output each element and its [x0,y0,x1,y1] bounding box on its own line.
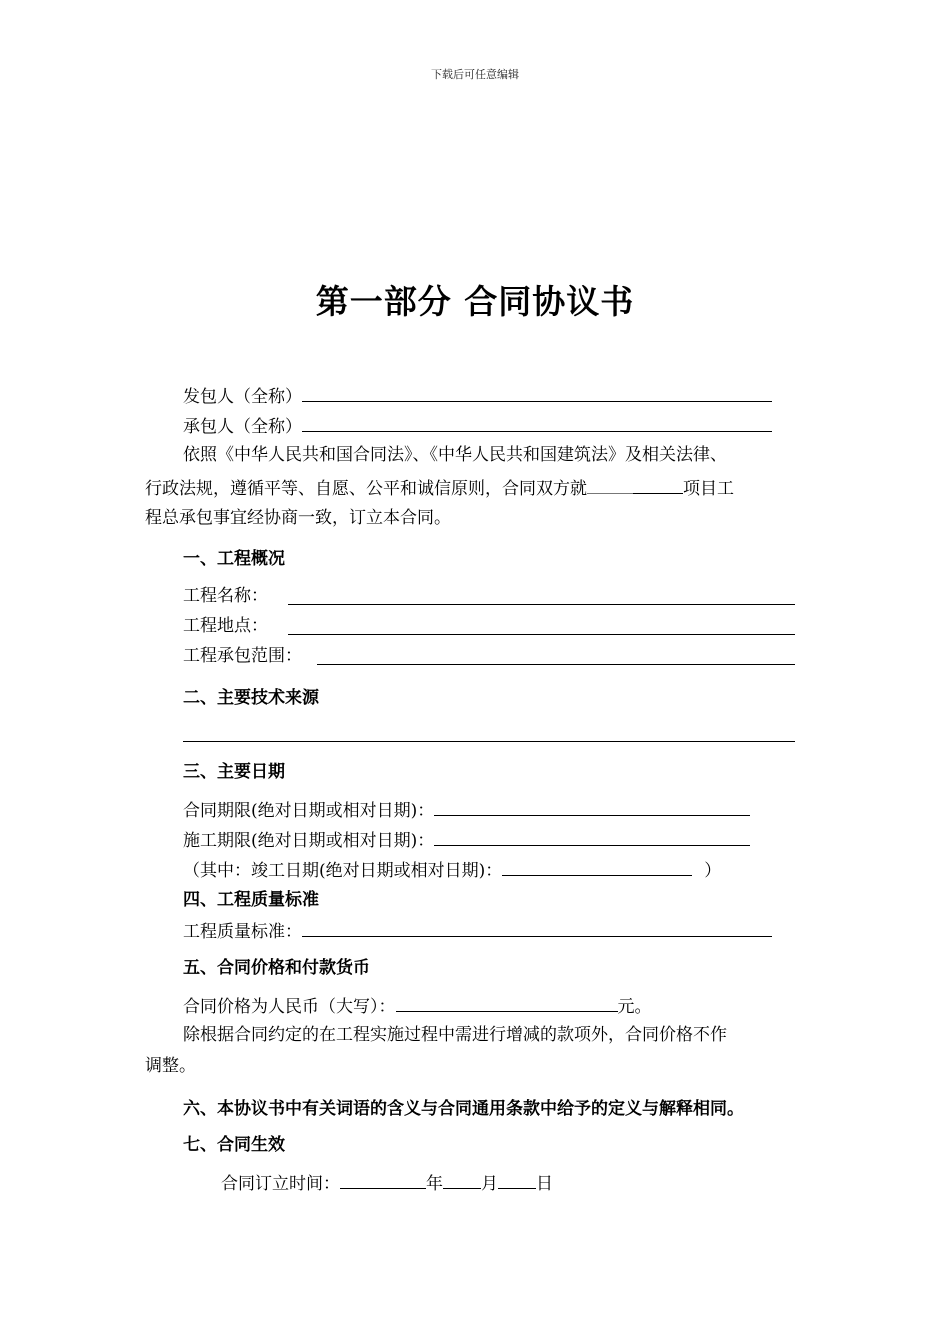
project-name-blank[interactable] [633,475,683,494]
price-note-line-1: 除根据合同约定的在工程实施过程中需进行增减的款项外，合同价格不作 [183,1025,727,1045]
project-scope-label: 工程承包范围： [183,646,302,666]
project-name-line [183,584,268,608]
section-7-heading: 七、合同生效 [183,1135,285,1155]
document-title: 第一部分 合同协议书 [315,282,635,321]
contract-price-label: 合同价格为人民币（大写）： [183,997,396,1017]
signing-month-blank[interactable] [443,1170,481,1189]
month-label: 月 [481,1174,498,1194]
employer-line [183,383,772,409]
intro-line-2 [145,475,734,501]
day-label: 日 [536,1174,553,1194]
price-note-line-2: 调整。 [145,1056,196,1076]
contractor-blank[interactable] [302,413,772,432]
project-location-blank[interactable] [288,634,795,635]
completion-date-label: （其中：竣工日期(绝对日期或相对日期)： [183,861,503,881]
section-3-heading: 三、主要日期 [183,762,285,782]
signing-date-label: 合同订立时间： [221,1174,340,1194]
contract-price-line [183,993,652,1019]
project-location-line [183,614,268,638]
project-location-label: 工程地点： [183,616,268,636]
construction-term-line [183,827,750,853]
contract-price-unit: 元。 [617,997,652,1017]
signing-day-blank[interactable] [498,1170,536,1189]
intro-line-3: 程总承包事宜经协商一致，订立本合同。 [145,508,451,528]
section-5-heading: 五、合同价格和付款货币 [183,958,370,978]
completion-date-blank[interactable] [502,857,692,876]
construction-term-label: 施工期限(绝对日期或相对日期)： [183,831,435,851]
contract-price-blank[interactable] [396,993,618,1012]
section-1-heading: 一、工程概况 [183,549,285,569]
intro-line-1: 依照《中华人民共和国合同法》、《中华人民共和国建筑法》及相关法律、 [183,445,727,465]
section-2-heading: 二、主要技术来源 [183,688,319,708]
quality-standard-blank[interactable] [302,918,772,937]
year-label: 年 [426,1174,443,1194]
page-header: 下载后可任意编辑 [431,68,519,81]
quality-standard-label: 工程质量标准： [183,922,302,942]
signing-date-line [221,1170,553,1196]
construction-term-blank[interactable] [434,827,750,846]
project-name-label: 工程名称： [183,586,268,606]
completion-date-close: ） [704,861,722,881]
contract-term-blank[interactable] [434,797,750,816]
project-name-blank[interactable] [288,604,795,605]
contract-term-line [183,797,750,823]
contractor-label: 承包人（全称） [183,417,302,437]
employer-label: 发包人（全称） [183,387,302,407]
section-6-heading: 六、本协议书中有关词语的含义与合同通用条款中给予的定义与解释相同。 [183,1099,744,1119]
signing-year-blank[interactable] [340,1170,426,1189]
project-scope-line [183,644,302,668]
quality-standard-line [183,918,772,944]
employer-blank[interactable] [302,383,772,402]
project-scope-blank[interactable] [317,664,795,665]
completion-date-line [183,857,721,883]
intro-text-b: 项目工 [683,479,734,499]
project-name-blank-faint[interactable] [587,475,633,494]
contractor-line [183,413,772,439]
tech-source-blank[interactable] [183,741,795,742]
section-4-heading: 四、工程质量标准 [183,890,319,910]
intro-text-a: 行政法规，遵循平等、自愿、公平和诚信原则，合同双方就 [145,479,587,499]
contract-term-label: 合同期限(绝对日期或相对日期)： [183,801,435,821]
